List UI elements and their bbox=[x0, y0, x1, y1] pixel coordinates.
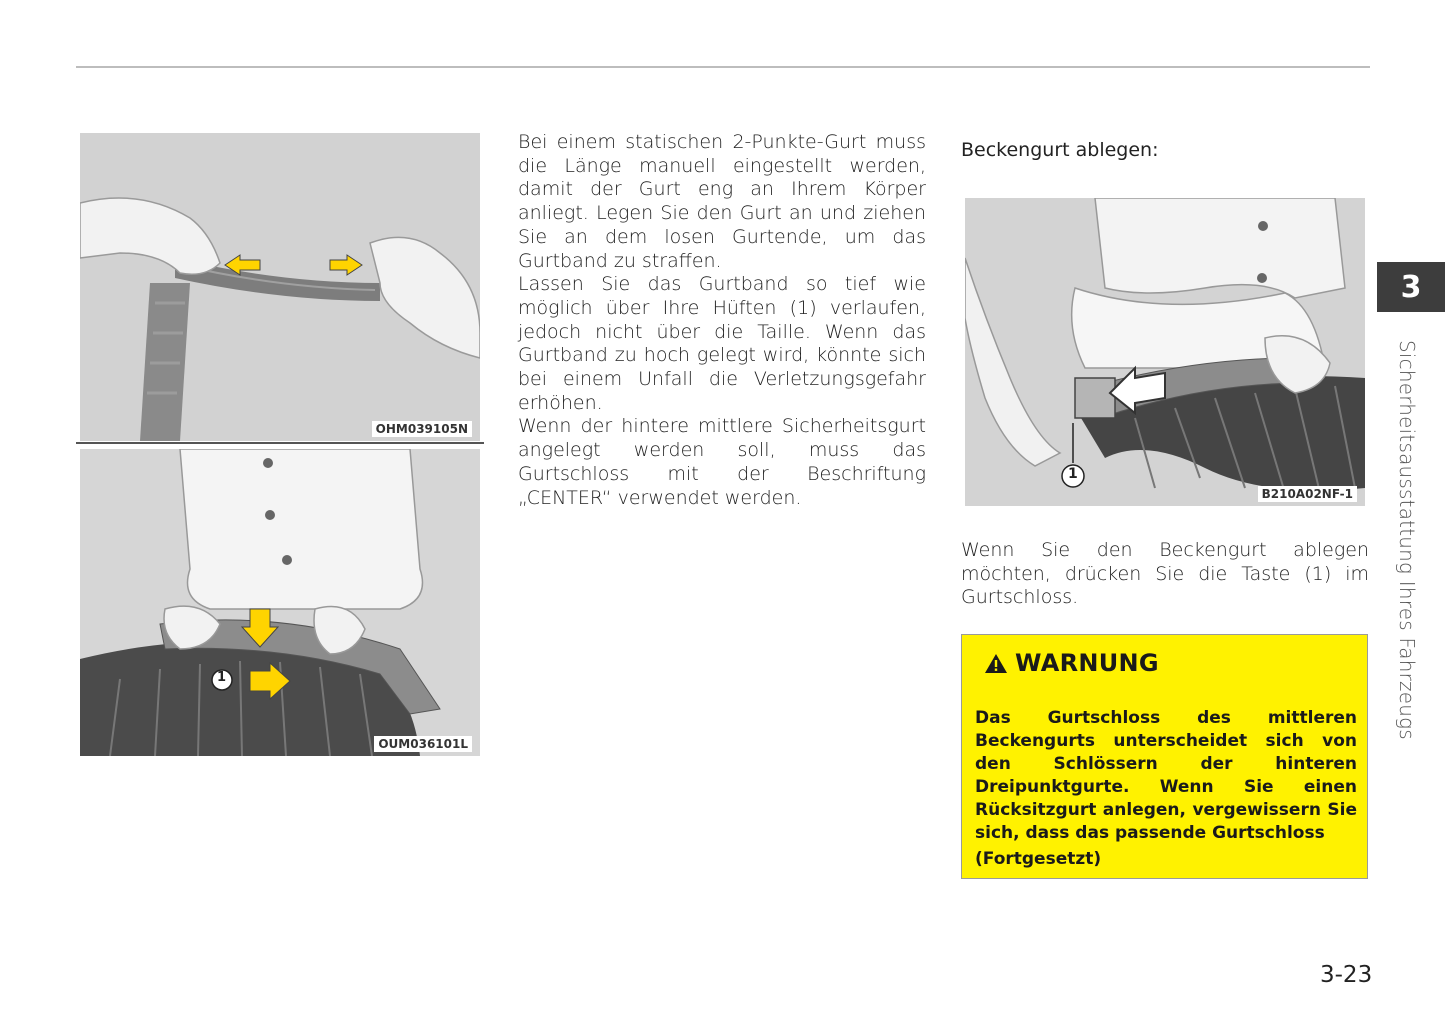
chapter-title: Sicherheitsausstattung Ihres Fahrzeugs bbox=[1395, 340, 1419, 740]
warning-triangle-icon bbox=[984, 653, 1008, 674]
warning-text: Das Gurtschloss des mittleren Beckengurts unterscheidet sich von den Schlössern der hinteren Dreipunktgurte. Wenn Sie einen Rücksitzgurt anlegen, vergewissern Sie sich, dass das passende Gurtschloss bbox=[975, 708, 1357, 843]
figure-lap-belt-position bbox=[80, 449, 480, 756]
warning-title: WARNUNG bbox=[1015, 649, 1159, 677]
body-text-column bbox=[518, 131, 926, 510]
top-rule bbox=[76, 66, 1370, 68]
figure-belt-adjust bbox=[80, 133, 480, 441]
section-heading: Beckengurt ablegen: bbox=[961, 139, 1159, 161]
figure-code: OUM036101L bbox=[374, 736, 472, 752]
paragraph: Wenn der hintere mittlere Sicherheitsgurt angelegt werden soll, muss das Gurtschloss mit der Beschriftung „CENTER“ verwendet werden. bbox=[518, 415, 926, 509]
figure-release-buckle bbox=[965, 198, 1365, 506]
paragraph: Lassen Sie das Gurtband so tief wie möglich über Ihre Hüften (1) verlaufen, jedoch nicht über die Taille. Wenn das Gurtband zu hoch gelegt wird, könnte sich bei einem Unfall die Verletzungsgefahr erhöhen. bbox=[518, 273, 926, 414]
continued-label: (Fortgesetzt) bbox=[975, 849, 1102, 869]
chapter-tab: 3 bbox=[1377, 262, 1445, 312]
callout-1: 1 bbox=[1068, 466, 1078, 482]
instruction-text: Wenn Sie den Beckengurt ablegen möchten, drücken Sie die Taste (1) im Gurtschloss. bbox=[961, 539, 1369, 609]
callout-1: 1 bbox=[217, 670, 227, 685]
warning-box bbox=[961, 634, 1368, 879]
paragraph: Bei einem statischen 2-Punkte-Gurt muss die Länge manuell eingestellt werden, damit der Gurt eng an Ihrem Körper anliegt. Legen Sie den Gurt an und ziehen Sie an dem losen Gurtende, um das Gurtband zu straffen. bbox=[518, 131, 926, 272]
page-number: 3-23 bbox=[1320, 962, 1373, 988]
warning-header bbox=[984, 649, 1159, 677]
figure-code: B210A02NF-1 bbox=[1258, 486, 1357, 502]
figure-divider bbox=[76, 442, 484, 444]
figure-code: OHM039105N bbox=[372, 421, 472, 437]
